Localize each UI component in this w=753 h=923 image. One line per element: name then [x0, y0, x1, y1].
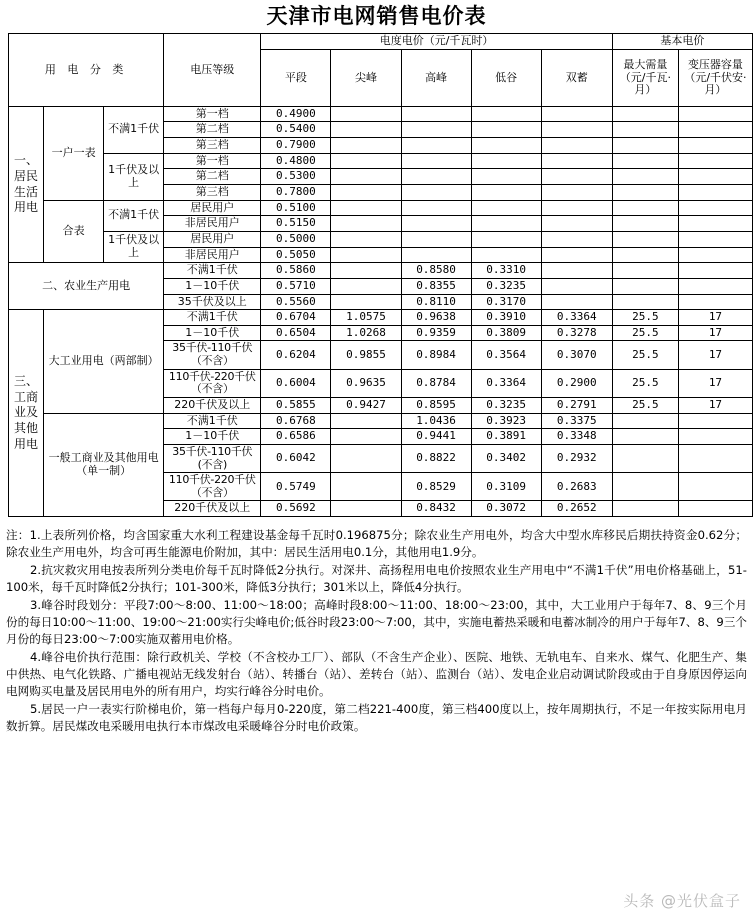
price-flat: 0.5300 — [261, 169, 331, 185]
price-dual-storage — [541, 106, 612, 122]
price-flat: 0.5000 — [261, 231, 331, 247]
voltage-label: 110千伏-220千伏（不含） — [164, 473, 261, 501]
price-max-demand — [612, 247, 678, 263]
price-dual-storage — [541, 247, 612, 263]
price-dual-storage: 0.3364 — [541, 310, 612, 326]
price-dual-storage — [541, 294, 612, 310]
price-max-demand — [612, 216, 678, 232]
price-dual-storage: 0.3375 — [541, 413, 612, 429]
price-transformer: 17 — [678, 341, 752, 369]
voltage-label: 35千伏-110千伏（不含） — [164, 341, 261, 369]
header-col-flat: 平段 — [261, 49, 331, 106]
price-sharp-peak: 1.0575 — [331, 310, 401, 326]
price-sharp-peak — [331, 106, 401, 122]
price-max-demand — [612, 278, 678, 294]
group-label-one-household-one-meter: 一户一表 — [44, 106, 104, 200]
price-flat: 0.5749 — [261, 473, 331, 501]
price-dual-storage: 0.2791 — [541, 398, 612, 414]
group-label-large-industrial: 大工业用电（两部制） — [44, 310, 164, 413]
voltage-label: 1－10千伏 — [164, 325, 261, 341]
note-2: 2.抗灾救灾用电按表所列分类电价每千瓦时降低2分执行。对深井、高扬程用电电价按照农业生产用电中“不满1千伏”用电价格基础上，51-100米，每千瓦时降低2分执行；101-300米，降低3分执行；301米以上，降低4分执行。 — [6, 562, 747, 595]
section-label-industrial-commercial-text: 三、工商业及其他用电 — [14, 374, 39, 451]
section-label-residential — [9, 106, 44, 262]
price-dual-storage — [541, 216, 612, 232]
price-transformer: 17 — [678, 325, 752, 341]
voltage-label: 1－10千伏 — [164, 278, 261, 294]
price-dual-storage: 0.3070 — [541, 341, 612, 369]
voltage-label: 不满1千伏 — [164, 413, 261, 429]
price-sharp-peak — [331, 263, 401, 279]
price-dual-storage — [541, 169, 612, 185]
price-peak: 0.9441 — [401, 429, 471, 445]
price-sharp-peak — [331, 501, 401, 517]
price-max-demand — [612, 185, 678, 201]
tier-label: 非居民用户 — [164, 216, 261, 232]
price-sharp-peak — [331, 429, 401, 445]
price-transformer — [678, 501, 752, 517]
page-title: 天津市电网销售电价表 — [266, 3, 487, 28]
price-sharp-peak — [331, 231, 401, 247]
price-valley — [471, 247, 541, 263]
voltage-label: 220千伏及以上 — [164, 501, 261, 517]
price-peak — [401, 216, 471, 232]
price-peak: 0.8580 — [401, 263, 471, 279]
price-valley — [471, 231, 541, 247]
price-transformer — [678, 231, 752, 247]
notes-block — [6, 527, 747, 735]
price-valley: 0.3923 — [471, 413, 541, 429]
price-sharp-peak — [331, 185, 401, 201]
price-transformer — [678, 473, 752, 501]
price-flat: 0.5050 — [261, 247, 331, 263]
tier-label: 第二档 — [164, 122, 261, 138]
price-max-demand: 25.5 — [612, 310, 678, 326]
price-dual-storage: 0.2683 — [541, 473, 612, 501]
price-max-demand — [612, 138, 678, 154]
price-sharp-peak — [331, 216, 401, 232]
price-peak: 0.8355 — [401, 278, 471, 294]
price-sharp-peak: 0.9855 — [331, 341, 401, 369]
price-dual-storage: 0.2932 — [541, 444, 612, 472]
table-header-row-1 — [9, 34, 753, 50]
price-max-demand — [612, 294, 678, 310]
voltage-label-below-1kv-a: 不满1千伏 — [104, 106, 164, 153]
header-col-dual-storage: 双蓄 — [541, 49, 612, 106]
price-flat: 0.6586 — [261, 429, 331, 445]
price-transformer — [678, 247, 752, 263]
price-flat: 0.6704 — [261, 310, 331, 326]
price-flat: 0.5692 — [261, 501, 331, 517]
tier-label: 第二档 — [164, 169, 261, 185]
price-dual-storage — [541, 122, 612, 138]
price-sharp-peak: 1.0268 — [331, 325, 401, 341]
price-valley: 0.3235 — [471, 278, 541, 294]
price-valley — [471, 138, 541, 154]
group-label-general-commercial: 一般工商业及其他用电（单一制） — [44, 413, 164, 516]
price-flat: 0.6768 — [261, 413, 331, 429]
price-transformer — [678, 444, 752, 472]
price-flat: 0.6004 — [261, 369, 331, 397]
price-flat: 0.7900 — [261, 138, 331, 154]
price-valley: 0.3072 — [471, 501, 541, 517]
price-valley: 0.3910 — [471, 310, 541, 326]
price-peak: 0.8984 — [401, 341, 471, 369]
price-max-demand — [612, 122, 678, 138]
table-row — [9, 106, 753, 122]
price-transformer: 17 — [678, 398, 752, 414]
price-valley — [471, 153, 541, 169]
tier-label: 居民用户 — [164, 231, 261, 247]
table-row — [9, 231, 753, 247]
price-valley: 0.3402 — [471, 444, 541, 472]
price-peak — [401, 200, 471, 216]
price-sharp-peak — [331, 138, 401, 154]
price-max-demand — [612, 153, 678, 169]
price-valley — [471, 200, 541, 216]
voltage-label: 220千伏及以上 — [164, 398, 261, 414]
note-3: 3.峰谷时段划分：平段7:00～8:00、11:00～18:00；高峰时段8:00～11:00、18:00～23:00，其中，大工业用户于每年7、8、9三个月份的每日10:00～11:00、19:00～21:00实行尖峰电价;低谷时段23:00～7:00，其中，实施电蓄热采暖和电蓄冰制冷的用户于每年7、8、9三个月份的每日23:00～7:00实施双蓄用电价格。 — [6, 597, 747, 647]
price-dual-storage — [541, 138, 612, 154]
price-sharp-peak — [331, 473, 401, 501]
price-max-demand — [612, 429, 678, 445]
header-col-peak: 高峰 — [401, 49, 471, 106]
tier-label: 第三档 — [164, 185, 261, 201]
price-max-demand — [612, 473, 678, 501]
price-valley: 0.3809 — [471, 325, 541, 341]
price-flat: 0.5150 — [261, 216, 331, 232]
price-sharp-peak — [331, 413, 401, 429]
price-peak — [401, 169, 471, 185]
price-flat: 0.6042 — [261, 444, 331, 472]
price-flat: 0.5860 — [261, 263, 331, 279]
price-transformer — [678, 294, 752, 310]
price-valley — [471, 185, 541, 201]
price-sharp-peak — [331, 122, 401, 138]
note-5: 5.居民一户一表实行阶梯电价，第一档每户每月0-220度，第二档221-400度，第三档400度以上，按年周期执行，不足一年按实际用电月数折算。居民煤改电采暖用电执行本市煤改电采暖峰谷分时电价政策。 — [6, 701, 747, 733]
voltage-label: 110千伏-220千伏（不含） — [164, 369, 261, 397]
price-peak: 0.9638 — [401, 310, 471, 326]
price-valley: 0.3235 — [471, 398, 541, 414]
table-row — [9, 310, 753, 326]
price-peak: 0.8432 — [401, 501, 471, 517]
price-peak — [401, 247, 471, 263]
price-peak: 0.9359 — [401, 325, 471, 341]
price-max-demand — [612, 263, 678, 279]
price-sharp-peak — [331, 247, 401, 263]
price-transformer — [678, 200, 752, 216]
price-peak — [401, 122, 471, 138]
price-sharp-peak — [331, 444, 401, 472]
price-transformer — [678, 122, 752, 138]
price-transformer — [678, 185, 752, 201]
price-transformer: 17 — [678, 310, 752, 326]
price-valley: 0.3109 — [471, 473, 541, 501]
price-sharp-peak — [331, 294, 401, 310]
price-flat: 0.6504 — [261, 325, 331, 341]
price-flat: 0.6204 — [261, 341, 331, 369]
table-row — [9, 263, 753, 279]
price-peak — [401, 106, 471, 122]
price-sharp-peak: 0.9635 — [331, 369, 401, 397]
price-valley — [471, 169, 541, 185]
price-valley — [471, 122, 541, 138]
price-dual-storage — [541, 263, 612, 279]
price-valley: 0.3364 — [471, 369, 541, 397]
price-valley: 0.3891 — [471, 429, 541, 445]
price-transformer — [678, 413, 752, 429]
price-peak — [401, 231, 471, 247]
price-max-demand: 25.5 — [612, 341, 678, 369]
voltage-label: 不满1千伏 — [164, 263, 261, 279]
price-max-demand — [612, 413, 678, 429]
header-col-valley: 低谷 — [471, 49, 541, 106]
price-flat: 0.4800 — [261, 153, 331, 169]
table-row — [9, 200, 753, 216]
price-peak: 0.8822 — [401, 444, 471, 472]
tier-label: 居民用户 — [164, 200, 261, 216]
price-dual-storage — [541, 278, 612, 294]
price-transformer: 17 — [678, 369, 752, 397]
price-sharp-peak: 0.9427 — [331, 398, 401, 414]
price-max-demand — [612, 169, 678, 185]
header-col-max-demand: 最大需量（元/千瓦·月） — [612, 49, 678, 106]
price-transformer — [678, 169, 752, 185]
price-sharp-peak — [331, 200, 401, 216]
price-valley: 0.3310 — [471, 263, 541, 279]
price-transformer — [678, 216, 752, 232]
price-max-demand — [612, 231, 678, 247]
voltage-label-below-1kv-b: 不满1千伏 — [104, 200, 164, 231]
price-peak — [401, 185, 471, 201]
price-max-demand — [612, 501, 678, 517]
header-voltage-level: 电压等级 — [164, 34, 261, 107]
header-basic-price-group: 基本电价 — [612, 34, 752, 50]
price-valley — [471, 106, 541, 122]
section-label-industrial-commercial — [9, 310, 44, 517]
section-label-agriculture: 二、农业生产用电 — [9, 263, 164, 310]
price-flat: 0.5400 — [261, 122, 331, 138]
price-max-demand — [612, 444, 678, 472]
price-sharp-peak — [331, 278, 401, 294]
price-dual-storage: 0.3348 — [541, 429, 612, 445]
tier-label: 第一档 — [164, 153, 261, 169]
price-peak: 0.8529 — [401, 473, 471, 501]
price-transformer — [678, 429, 752, 445]
note-4: 4.峰谷电价执行范围：除行政机关、学校（不含校办工厂）、部队（不含生产企业）、医院、地铁、无轨电车、自来水、煤气、化肥生产、集中供热、电气化铁路、广播电视站无线发射台（站）、转播台（站）、差转台（站）、监测台（站）、发电企业启动调试阶段或由于自身原因停运向电网购买电量及居民用电外的所有用户，均实行峰谷分时电价。 — [6, 649, 747, 699]
header-col-sharp-peak: 尖峰 — [331, 49, 401, 106]
price-flat: 0.4900 — [261, 106, 331, 122]
price-peak: 0.8784 — [401, 369, 471, 397]
price-peak: 0.8110 — [401, 294, 471, 310]
price-valley: 0.3170 — [471, 294, 541, 310]
price-max-demand — [612, 106, 678, 122]
price-flat: 0.7800 — [261, 185, 331, 201]
header-category: 用 电 分 类 — [9, 34, 164, 107]
price-transformer — [678, 106, 752, 122]
price-sharp-peak — [331, 169, 401, 185]
group-label-combined-meter: 合表 — [44, 200, 104, 263]
price-transformer — [678, 138, 752, 154]
price-flat: 0.5710 — [261, 278, 331, 294]
price-transformer — [678, 278, 752, 294]
price-max-demand: 25.5 — [612, 325, 678, 341]
note-1: 注：1.上表所列价格，均含国家重大水利工程建设基金每千瓦时0.196875分；除农业生产用电外，均含大中型水库移民后期扶持资金0.62分；除农业生产用电外，均含可再生能源电价附加，其中：居民生活用电0.1分，其他用电1.9分。 — [6, 528, 747, 560]
price-valley — [471, 216, 541, 232]
price-peak: 0.8595 — [401, 398, 471, 414]
header-energy-price-group: 电度电价（元/千瓦时） — [261, 34, 612, 50]
price-dual-storage: 0.2652 — [541, 501, 612, 517]
price-dual-storage — [541, 200, 612, 216]
price-transformer — [678, 153, 752, 169]
section-label-residential-text: 一、居民生活用电 — [14, 153, 39, 215]
price-flat: 0.5100 — [261, 200, 331, 216]
voltage-label: 1－10千伏 — [164, 429, 261, 445]
price-flat: 0.5560 — [261, 294, 331, 310]
price-dual-storage: 0.3278 — [541, 325, 612, 341]
price-dual-storage — [541, 231, 612, 247]
price-dual-storage — [541, 185, 612, 201]
tier-label: 第一档 — [164, 106, 261, 122]
price-transformer — [678, 263, 752, 279]
price-max-demand — [612, 200, 678, 216]
price-flat: 0.5855 — [261, 398, 331, 414]
voltage-label: 35千伏及以上 — [164, 294, 261, 310]
price-peak — [401, 153, 471, 169]
table-row — [9, 153, 753, 169]
voltage-label-1kv-above-b: 1千伏及以上 — [104, 231, 164, 262]
voltage-label: 35千伏-110千伏(不含) — [164, 444, 261, 472]
voltage-label: 不满1千伏 — [164, 310, 261, 326]
watermark: 头条 @光伏盒子 — [623, 892, 741, 910]
price-dual-storage — [541, 153, 612, 169]
price-peak: 1.0436 — [401, 413, 471, 429]
price-dual-storage: 0.2900 — [541, 369, 612, 397]
tier-label: 第三档 — [164, 138, 261, 154]
price-valley: 0.3564 — [471, 341, 541, 369]
price-peak — [401, 138, 471, 154]
tier-label: 非居民用户 — [164, 247, 261, 263]
header-col-transformer-capacity: 变压器容量（元/千伏安·月） — [678, 49, 752, 106]
electricity-price-table — [8, 33, 753, 517]
price-sharp-peak — [331, 153, 401, 169]
price-max-demand: 25.5 — [612, 398, 678, 414]
price-max-demand: 25.5 — [612, 369, 678, 397]
voltage-label-1kv-above-a: 1千伏及以上 — [104, 153, 164, 200]
table-row — [9, 413, 753, 429]
